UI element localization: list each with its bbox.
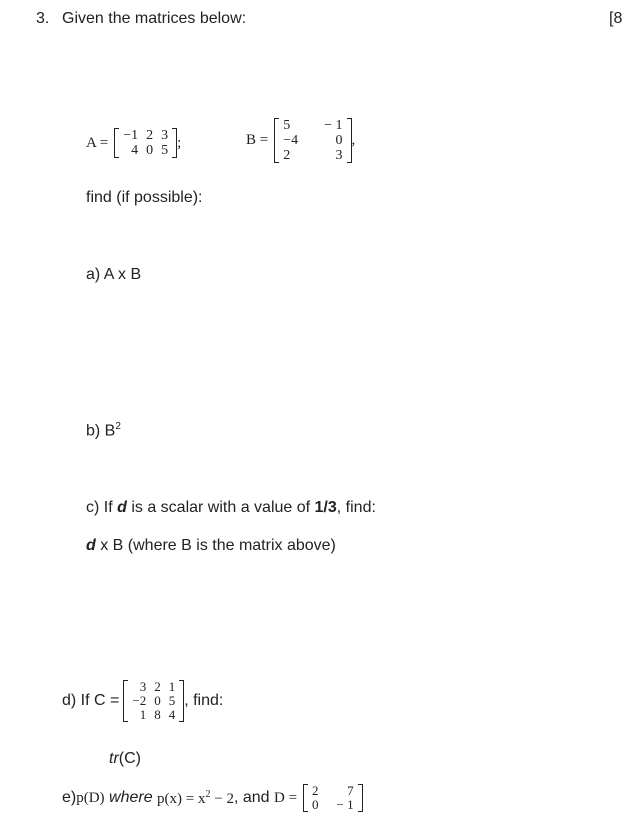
matrix-a-suffix: ; [177, 134, 182, 151]
part-c-line2 [86, 537, 336, 555]
matrix-a-cell: 0 [146, 143, 154, 158]
part-e-pd: p(D) [76, 789, 105, 806]
matrix-c-cell: 5 [168, 693, 176, 708]
matrix-b-cell: 5 [283, 118, 291, 133]
matrix-c-cell: 1 [168, 679, 176, 694]
trace-fn: tr [109, 750, 119, 767]
matrix-b-suffix: , [351, 132, 356, 148]
part-e-prefix: e) [62, 789, 77, 806]
part-e-px [157, 789, 234, 808]
part-d-prefix: d) If C = [62, 692, 120, 709]
matrix-d [303, 784, 363, 812]
matrix-a-cell: 3 [161, 128, 169, 143]
matrix-b-cell: 0 [335, 133, 343, 148]
matrix-a-cell: 2 [146, 128, 154, 143]
matrix-b-label: B = [246, 132, 269, 148]
question-title: Given the matrices below: [62, 10, 247, 27]
matrix-a-cell: −1 [123, 128, 139, 143]
part-e-and: , and [233, 789, 274, 806]
matrix-c-cell: 1 [139, 707, 147, 722]
matrix-b-block [246, 118, 355, 163]
part-e-block [62, 784, 363, 812]
part-c-text: is a scalar with a value of [126, 499, 315, 516]
scalar-value: 1/3 [314, 499, 337, 516]
part-c-text: x B (where B is the matrix above) [95, 537, 336, 554]
matrix-d-cell: 0 [312, 797, 319, 812]
part-a: a) A x B [86, 266, 142, 283]
matrix-d-cell: 2 [312, 783, 319, 798]
matrix-a-block [86, 128, 181, 158]
question-number: 3. [36, 10, 50, 27]
matrix-c [123, 680, 184, 722]
part-e-where: where [104, 789, 158, 806]
part-b-text: b) B [86, 422, 116, 440]
matrix-a-label: A = [86, 134, 109, 151]
part-c-text: c) If [86, 499, 118, 516]
matrix-b-cell: 2 [283, 148, 291, 163]
part-b [86, 421, 121, 440]
matrix-b-cell: − 1 [324, 118, 343, 133]
part-d-block [62, 680, 223, 722]
matrix-b-cell: −4 [283, 133, 299, 148]
matrix-d-cell: − 1 [336, 797, 354, 812]
scalar-d: d [117, 499, 127, 516]
matrix-c-cell: 3 [139, 679, 147, 694]
matrix-c-cell: 4 [168, 707, 176, 722]
matrix-d-label: D = [273, 789, 298, 806]
matrix-c-cell: 2 [154, 679, 161, 694]
scalar-d: d [86, 537, 96, 554]
matrix-a-cell: 5 [161, 143, 169, 158]
part-e-px-rest: − 2 [210, 790, 234, 807]
matrix-b-cell: 3 [335, 148, 343, 163]
matrix-a [114, 128, 177, 158]
part-b-exponent: 2 [115, 421, 121, 432]
trace-arg: (C) [118, 750, 141, 767]
matrix-d-cell: 7 [347, 783, 354, 798]
question-marks: [8 [609, 10, 623, 27]
matrix-c-cell: −2 [132, 693, 147, 708]
matrix-a-cell: 4 [131, 143, 139, 158]
instruction-text: find (if possible): [86, 189, 203, 206]
part-d-suffix: , find: [184, 692, 224, 709]
trace-expression [109, 750, 141, 768]
matrix-c-cell: 0 [154, 693, 161, 708]
matrix-b [274, 118, 351, 163]
part-c-text: , find: [336, 499, 376, 516]
part-e-px-text: p(x) = x [157, 790, 206, 807]
part-c-line1 [86, 499, 376, 517]
part-e-px-exponent: 2 [205, 788, 211, 800]
matrix-c-cell: 8 [154, 707, 161, 722]
